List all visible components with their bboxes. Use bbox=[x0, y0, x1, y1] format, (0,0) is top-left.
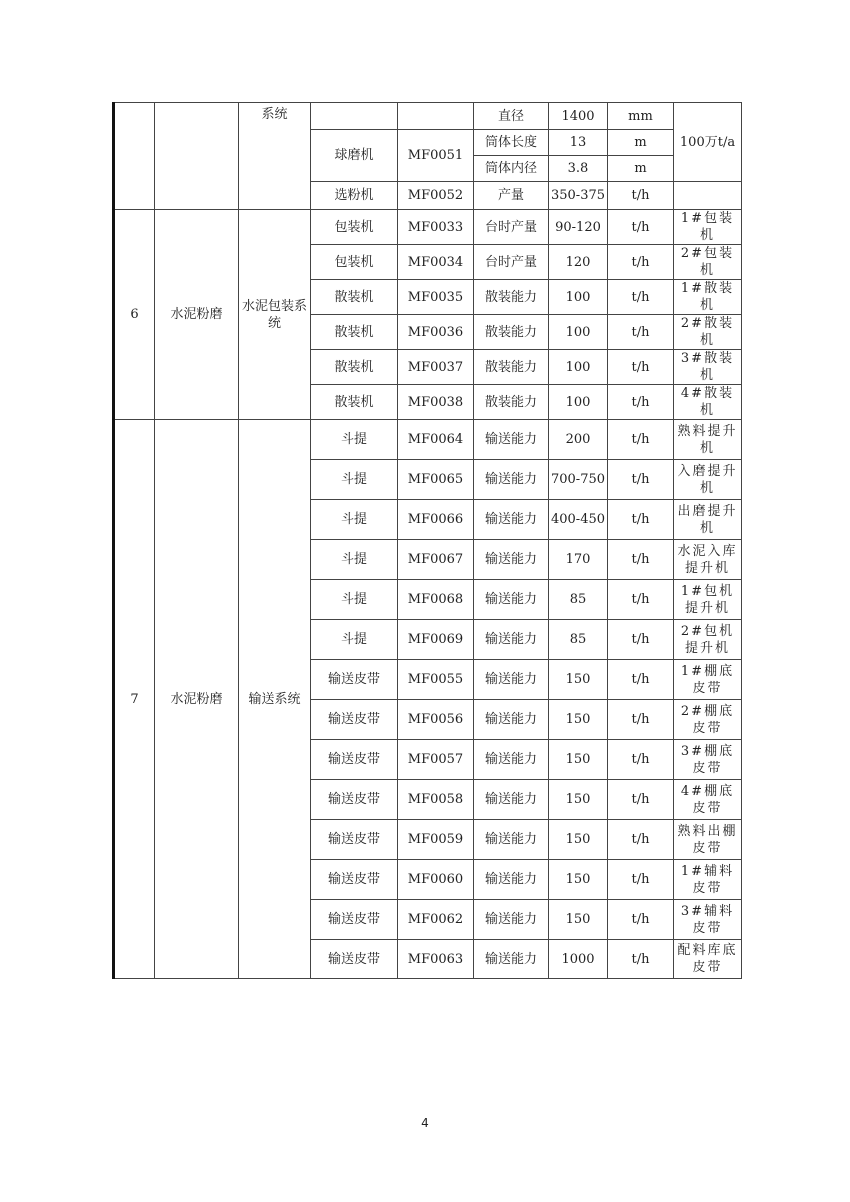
name-cell-empty bbox=[311, 103, 398, 130]
param-cell: 输送能力 bbox=[474, 660, 549, 700]
no-cell bbox=[114, 103, 155, 210]
param-cell: 输送能力 bbox=[474, 820, 549, 860]
process-cell: 水泥粉磨 bbox=[155, 210, 239, 420]
remark-cell: 2#包机提升机 bbox=[674, 620, 742, 660]
remark-cell: 出磨提升机 bbox=[674, 500, 742, 540]
value-cell: 90-120 bbox=[549, 210, 608, 245]
name-cell: 散装机 bbox=[311, 315, 398, 350]
remark-cell: 3#散装机 bbox=[674, 350, 742, 385]
value-cell: 1000 bbox=[549, 940, 608, 979]
spec-name-cell: 筒体内径 bbox=[474, 156, 549, 182]
name-cell: 输送皮带 bbox=[311, 780, 398, 820]
code-cell: MF0056 bbox=[398, 700, 474, 740]
value-cell: 100 bbox=[549, 280, 608, 315]
code-cell: MF0034 bbox=[398, 245, 474, 280]
param-cell: 台时产量 bbox=[474, 245, 549, 280]
unit-cell: t/h bbox=[608, 460, 674, 500]
code-cell: MF0066 bbox=[398, 500, 474, 540]
code-cell: MF0068 bbox=[398, 580, 474, 620]
name-cell: 输送皮带 bbox=[311, 700, 398, 740]
remark-cell: 100万t/a bbox=[674, 103, 742, 182]
code-cell: MF0067 bbox=[398, 540, 474, 580]
process-cell bbox=[155, 103, 239, 210]
value-cell: 150 bbox=[549, 700, 608, 740]
name-cell: 斗提 bbox=[311, 620, 398, 660]
unit-cell: t/h bbox=[608, 820, 674, 860]
param-cell: 散装能力 bbox=[474, 350, 549, 385]
remark-cell: 水泥入库提升机 bbox=[674, 540, 742, 580]
unit-cell: t/h bbox=[608, 315, 674, 350]
unit-cell: t/h bbox=[608, 780, 674, 820]
name-cell: 球磨机 bbox=[311, 130, 398, 182]
param-cell: 输送能力 bbox=[474, 700, 549, 740]
param-cell: 输送能力 bbox=[474, 580, 549, 620]
value-cell: 170 bbox=[549, 540, 608, 580]
param-cell: 输送能力 bbox=[474, 620, 549, 660]
param-cell: 散装能力 bbox=[474, 280, 549, 315]
code-cell: MF0055 bbox=[398, 660, 474, 700]
code-cell: MF0060 bbox=[398, 860, 474, 900]
code-cell: MF0065 bbox=[398, 460, 474, 500]
system-cell: 水泥包装系统 bbox=[239, 210, 311, 420]
param-cell: 输送能力 bbox=[474, 460, 549, 500]
name-cell: 散装机 bbox=[311, 350, 398, 385]
table-row bbox=[114, 420, 742, 460]
value-cell: 200 bbox=[549, 420, 608, 460]
name-cell: 斗提 bbox=[311, 540, 398, 580]
name-cell: 输送皮带 bbox=[311, 940, 398, 979]
unit-cell: t/h bbox=[608, 740, 674, 780]
remark-cell: 配料库底皮带 bbox=[674, 940, 742, 979]
unit-cell: t/h bbox=[608, 280, 674, 315]
value-cell: 85 bbox=[549, 580, 608, 620]
param-cell: 输送能力 bbox=[474, 540, 549, 580]
remark-cell: 1#棚底皮带 bbox=[674, 660, 742, 700]
table-row bbox=[114, 210, 742, 245]
remark-cell: 2#散装机 bbox=[674, 315, 742, 350]
param-cell: 输送能力 bbox=[474, 860, 549, 900]
param-cell: 产量 bbox=[474, 182, 549, 210]
system-cell: 输送系统 bbox=[239, 420, 311, 979]
param-cell: 输送能力 bbox=[474, 500, 549, 540]
remark-cell: 2#棚底皮带 bbox=[674, 700, 742, 740]
value-cell: 100 bbox=[549, 350, 608, 385]
row-number-cell: 7 bbox=[114, 420, 155, 979]
value-cell: 150 bbox=[549, 860, 608, 900]
unit-cell: t/h bbox=[608, 385, 674, 420]
unit-cell: t/h bbox=[608, 210, 674, 245]
value-cell: 100 bbox=[549, 385, 608, 420]
value-cell: 150 bbox=[549, 660, 608, 700]
param-cell: 输送能力 bbox=[474, 940, 549, 979]
param-cell: 散装能力 bbox=[474, 315, 549, 350]
value-cell: 150 bbox=[549, 900, 608, 940]
unit-cell: t/h bbox=[608, 700, 674, 740]
value-cell: 400-450 bbox=[549, 500, 608, 540]
code-cell-empty bbox=[398, 103, 474, 130]
code-cell: MF0052 bbox=[398, 182, 474, 210]
name-cell: 输送皮带 bbox=[311, 820, 398, 860]
value-cell: 700-750 bbox=[549, 460, 608, 500]
code-cell: MF0062 bbox=[398, 900, 474, 940]
code-cell: MF0059 bbox=[398, 820, 474, 860]
code-cell: MF0037 bbox=[398, 350, 474, 385]
equipment-table bbox=[112, 102, 742, 979]
process-cell: 水泥粉磨 bbox=[155, 420, 239, 979]
unit-cell: t/h bbox=[608, 940, 674, 979]
name-cell: 斗提 bbox=[311, 500, 398, 540]
unit-cell: t/h bbox=[608, 182, 674, 210]
value-cell: 100 bbox=[549, 315, 608, 350]
param-cell: 输送能力 bbox=[474, 780, 549, 820]
name-cell: 包装机 bbox=[311, 210, 398, 245]
spec-name-cell: 直径 bbox=[474, 103, 549, 130]
unit-cell: t/h bbox=[608, 660, 674, 700]
code-cell: MF0036 bbox=[398, 315, 474, 350]
value-cell: 150 bbox=[549, 820, 608, 860]
code-cell: MF0058 bbox=[398, 780, 474, 820]
name-cell: 输送皮带 bbox=[311, 860, 398, 900]
value-cell: 150 bbox=[549, 780, 608, 820]
spec-unit-cell: m bbox=[608, 156, 674, 182]
spec-value-cell: 1400 bbox=[549, 103, 608, 130]
unit-cell: t/h bbox=[608, 500, 674, 540]
spec-unit-cell: mm bbox=[608, 103, 674, 130]
spec-name-cell: 筒体长度 bbox=[474, 130, 549, 156]
remark-cell: 4#散装机 bbox=[674, 385, 742, 420]
name-cell: 斗提 bbox=[311, 420, 398, 460]
remark-cell: 1#辅料皮带 bbox=[674, 860, 742, 900]
name-cell: 包装机 bbox=[311, 245, 398, 280]
name-cell: 输送皮带 bbox=[311, 660, 398, 700]
remark-cell: 1#包装机 bbox=[674, 210, 742, 245]
value-cell: 85 bbox=[549, 620, 608, 660]
remark-cell: 2#包装机 bbox=[674, 245, 742, 280]
param-cell: 台时产量 bbox=[474, 210, 549, 245]
name-cell: 选粉机 bbox=[311, 182, 398, 210]
name-cell: 斗提 bbox=[311, 460, 398, 500]
param-cell: 散装能力 bbox=[474, 385, 549, 420]
name-cell: 输送皮带 bbox=[311, 900, 398, 940]
remark-cell: 1#散装机 bbox=[674, 280, 742, 315]
remark-cell bbox=[674, 182, 742, 210]
page-number: 4 bbox=[421, 1116, 429, 1130]
code-cell: MF0069 bbox=[398, 620, 474, 660]
unit-cell: t/h bbox=[608, 900, 674, 940]
unit-cell: t/h bbox=[608, 580, 674, 620]
row-number-cell: 6 bbox=[114, 210, 155, 420]
code-cell: MF0035 bbox=[398, 280, 474, 315]
value-cell: 120 bbox=[549, 245, 608, 280]
unit-cell: t/h bbox=[608, 540, 674, 580]
remark-cell: 4#棚底皮带 bbox=[674, 780, 742, 820]
remark-cell: 熟料出棚皮带 bbox=[674, 820, 742, 860]
remark-cell: 3#棚底皮带 bbox=[674, 740, 742, 780]
unit-cell: t/h bbox=[608, 620, 674, 660]
code-cell: MF0051 bbox=[398, 130, 474, 182]
equipment-table-body bbox=[114, 103, 742, 979]
code-cell: MF0064 bbox=[398, 420, 474, 460]
name-cell: 斗提 bbox=[311, 580, 398, 620]
spec-value-cell: 13 bbox=[549, 130, 608, 156]
code-cell: MF0057 bbox=[398, 740, 474, 780]
code-cell: MF0063 bbox=[398, 940, 474, 979]
param-cell: 输送能力 bbox=[474, 740, 549, 780]
name-cell: 输送皮带 bbox=[311, 740, 398, 780]
spec-unit-cell: m bbox=[608, 130, 674, 156]
name-cell: 散装机 bbox=[311, 280, 398, 315]
name-cell: 散装机 bbox=[311, 385, 398, 420]
param-cell: 输送能力 bbox=[474, 900, 549, 940]
remark-cell: 1#包机提升机 bbox=[674, 580, 742, 620]
param-cell: 输送能力 bbox=[474, 420, 549, 460]
remark-cell: 3#辅料皮带 bbox=[674, 900, 742, 940]
value-cell: 350-375 bbox=[549, 182, 608, 210]
unit-cell: t/h bbox=[608, 860, 674, 900]
unit-cell: t/h bbox=[608, 245, 674, 280]
unit-cell: t/h bbox=[608, 350, 674, 385]
code-cell: MF0038 bbox=[398, 385, 474, 420]
value-cell: 150 bbox=[549, 740, 608, 780]
remark-cell: 熟料提升机 bbox=[674, 420, 742, 460]
spec-value-cell: 3.8 bbox=[549, 156, 608, 182]
system-cell: 系统 bbox=[239, 103, 311, 210]
code-cell: MF0033 bbox=[398, 210, 474, 245]
unit-cell: t/h bbox=[608, 420, 674, 460]
remark-cell: 入磨提升机 bbox=[674, 460, 742, 500]
